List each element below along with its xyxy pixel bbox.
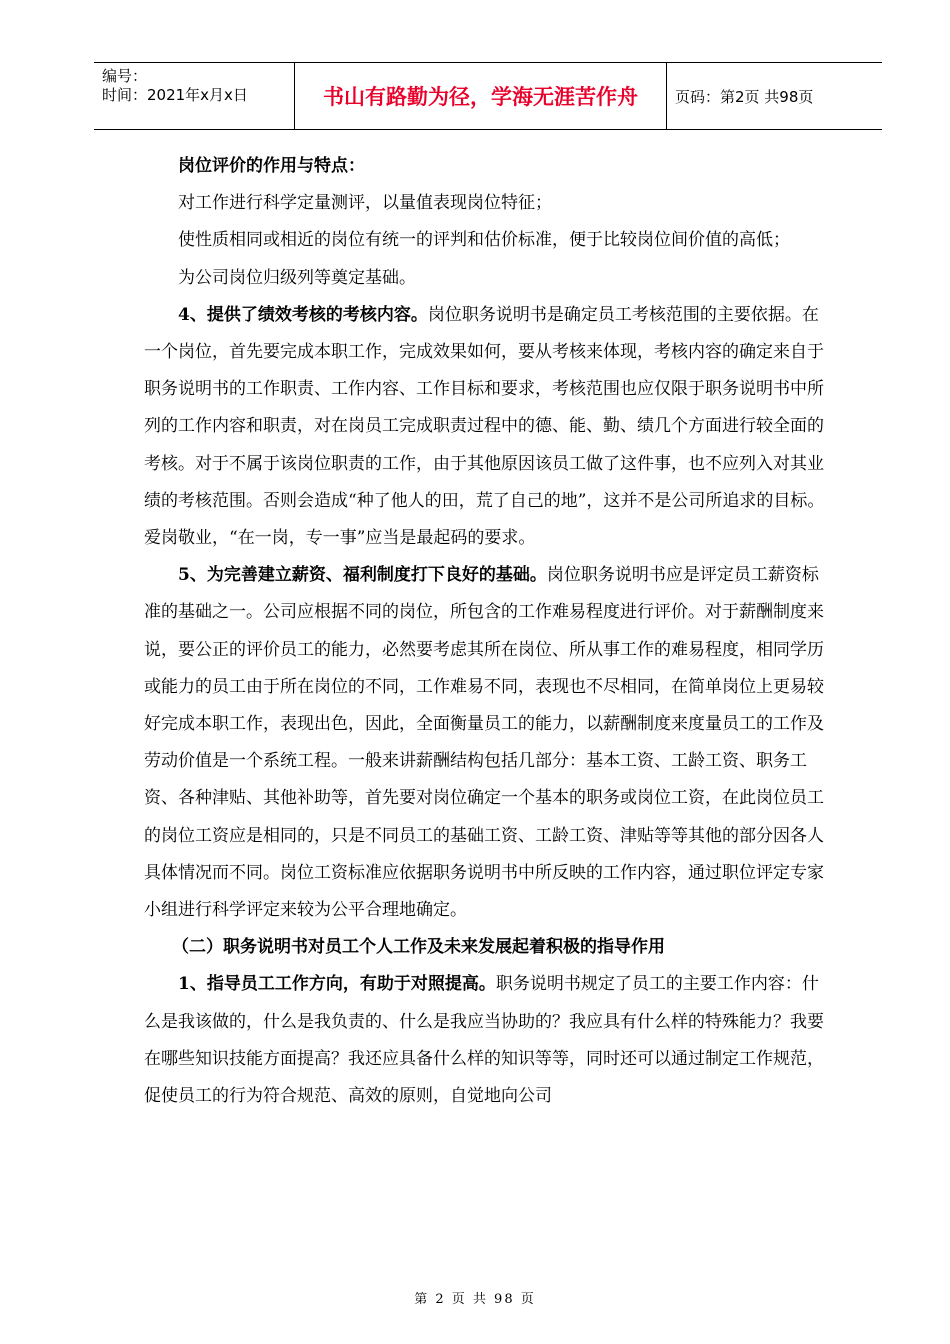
- document-time-label: 时间：2021年x月x日: [102, 86, 248, 104]
- paragraph: [144, 966, 834, 1115]
- section-heading: （二）职务说明书对员工个人工作及未来发展起着积极的指导作用: [172, 937, 665, 958]
- document-number-label: 编号：: [102, 67, 148, 85]
- paragraph-lead: 5、为完善建立薪资、福利制度打下良好的基础。: [178, 565, 547, 586]
- header-meta: [94, 63, 295, 129]
- header-page-info: 页码：第2页 共98页: [675, 87, 814, 106]
- paragraph-text: 使性质相同或相近的岗位有统一的评判和估价标准，便于比较岗位间价值的高低；: [178, 230, 790, 251]
- paragraph-lead: 岗位评价的作用与特点：: [178, 156, 365, 176]
- paragraph-lead: 4、提供了绩效考核的考核内容。: [178, 304, 428, 325]
- paragraph-text: 岗位职务说明书应是评定员工薪资标准的基础之一。公司应根据不同的岗位，所包含的工作难易程度进行评价。对于薪酬制度来说，要公正的评价员工的能力，必然要考虑其所在岗位、所从事工作的难易程度，相同学历或能力的员工由于所在岗位的不同，工作难易不同，表现也不尽相同，在简单岗位上更易较好完成本职工作，表现出色，因此，全面衡量员工的能力，以薪酬制度来度量员工的工作及劳动价值是一个系统工程。一般来讲薪酬结构包括几部分：基本工资、工龄工资、职务工资、各种津贴、其他补助等，首先要对岗位确定一个基本的职务或岗位工资，在此岗位员工的岗位工资应是相同的，只是不同员工的基础工资、工龄工资、津贴等等其他的部分因各人具体情况而不同。岗位工资标准应依据职务说明书中所反映的工作内容，通过职位评定专家小组进行科学评定来较为公平合理地确定。: [144, 565, 824, 921]
- paragraph-text: 岗位职务说明书是确定员工考核范围的主要依据。在一个岗位，首先要完成本职工作，完成效果如何，要从考核来体现，考核内容的确定来自于职务说明书的工作职责、工作内容、工作目标和要求，考核范围也应仅限于职务说明书中所列的工作内容和职责，对在岗员工完成职责过程中的德、能、勤、绩几个方面进行较全面的考核。对于不属于该岗位职责的工作，由于其他原因该员工做了这件事，也不应列入对其业绩的考核范围。否则会造成“种了他人的田，荒了自己的地”，这并不是公司所追求的目标。爱岗敬业，“在一岗，专一事”应当是最起码的要求。: [144, 304, 825, 549]
- paragraph-text: 为公司岗位归级列等奠定基础。: [178, 267, 416, 288]
- paragraph: [144, 557, 834, 929]
- paragraph: [144, 148, 834, 185]
- paragraph: [144, 260, 834, 297]
- paragraph: [144, 297, 834, 557]
- header-motto: 书山有路勤为径，学海无涯苦作舟: [295, 63, 667, 129]
- paragraph-text: 职务说明书规定了员工的主要工作内容：什么是我该做的，什么是我负责的、什么是我应当协助的？我应具有什么样的特殊能力？我要在哪些知识技能方面提高？我还应具备什么样的知识等等，同时还可以通过制定工作规范，促使员工的行为符合规范、高效的原则，自觉地向公司: [144, 974, 824, 1107]
- document-body: [144, 148, 834, 1115]
- page-header: [94, 62, 882, 130]
- page-footer: 第 2 页 共 98 页: [414, 1292, 536, 1307]
- paragraph-lead: 1、指导员工工作方向，有助于对照提高。: [178, 974, 496, 995]
- paragraph: [144, 185, 834, 222]
- paragraph-text: 对工作进行科学定量测评，以量值表现岗位特征；: [178, 193, 552, 214]
- paragraph: [144, 222, 834, 259]
